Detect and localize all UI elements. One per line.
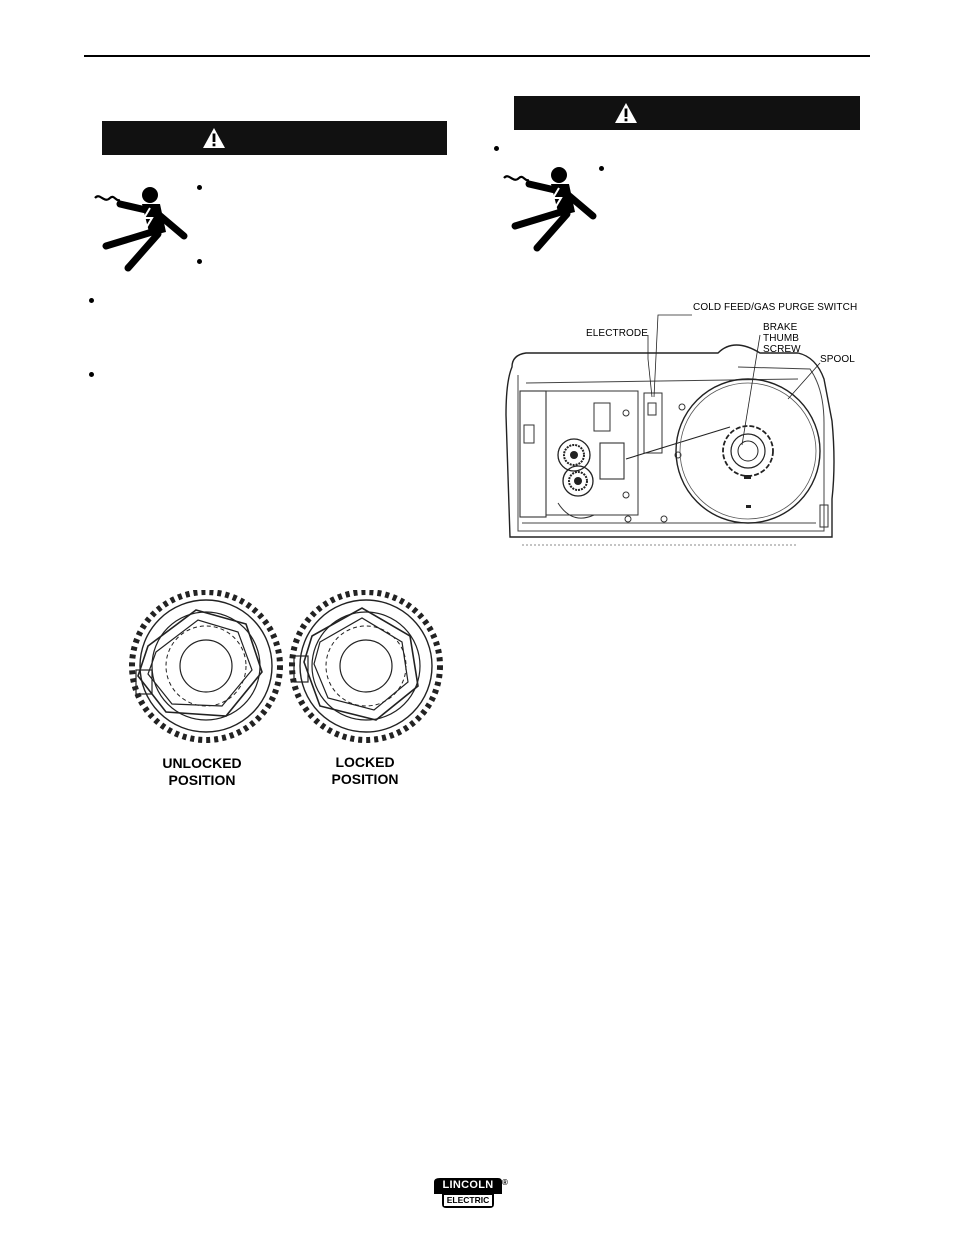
logo-line1: LINCOLN bbox=[442, 1179, 494, 1191]
locked-caption bbox=[305, 754, 425, 788]
electric-shock-icon bbox=[92, 184, 188, 274]
electrode-label: ELECTRODE bbox=[586, 328, 649, 339]
warning-triangle-icon bbox=[614, 102, 638, 124]
warning-banner-left bbox=[102, 121, 447, 155]
brake-label-1: BRAKE bbox=[763, 322, 798, 333]
locked-caption-line2: POSITION bbox=[331, 771, 399, 787]
bullet bbox=[197, 259, 202, 264]
bullet bbox=[599, 166, 604, 171]
cold-feed-label: COLD FEED/GAS PURGE SWITCH bbox=[693, 302, 858, 313]
locked-caption-line1: LOCKED bbox=[335, 754, 395, 770]
electric-shock-icon bbox=[501, 164, 597, 254]
warning-banner-right bbox=[514, 96, 860, 130]
locked-gear bbox=[292, 592, 440, 740]
header-rule bbox=[84, 55, 870, 57]
unlocked-caption-line2: POSITION bbox=[168, 772, 236, 788]
bullet bbox=[89, 298, 94, 303]
registered-mark: ® bbox=[502, 1178, 508, 1187]
warning-triangle-icon bbox=[202, 127, 226, 149]
bullet bbox=[494, 146, 499, 151]
logo-line2: ELECTRIC bbox=[446, 1195, 490, 1205]
unlocked-gear bbox=[132, 592, 280, 740]
unlocked-caption bbox=[142, 755, 262, 789]
gear-illustrations bbox=[118, 590, 444, 750]
unlocked-caption-line1: UNLOCKED bbox=[162, 755, 242, 771]
brake-label-2: THUMB bbox=[763, 333, 800, 344]
bullet bbox=[197, 185, 202, 190]
bullet bbox=[89, 372, 94, 377]
spool-label: SPOOL bbox=[820, 354, 855, 365]
brake-label-3: SCREW bbox=[763, 344, 801, 355]
lincoln-electric-logo bbox=[432, 1176, 510, 1210]
